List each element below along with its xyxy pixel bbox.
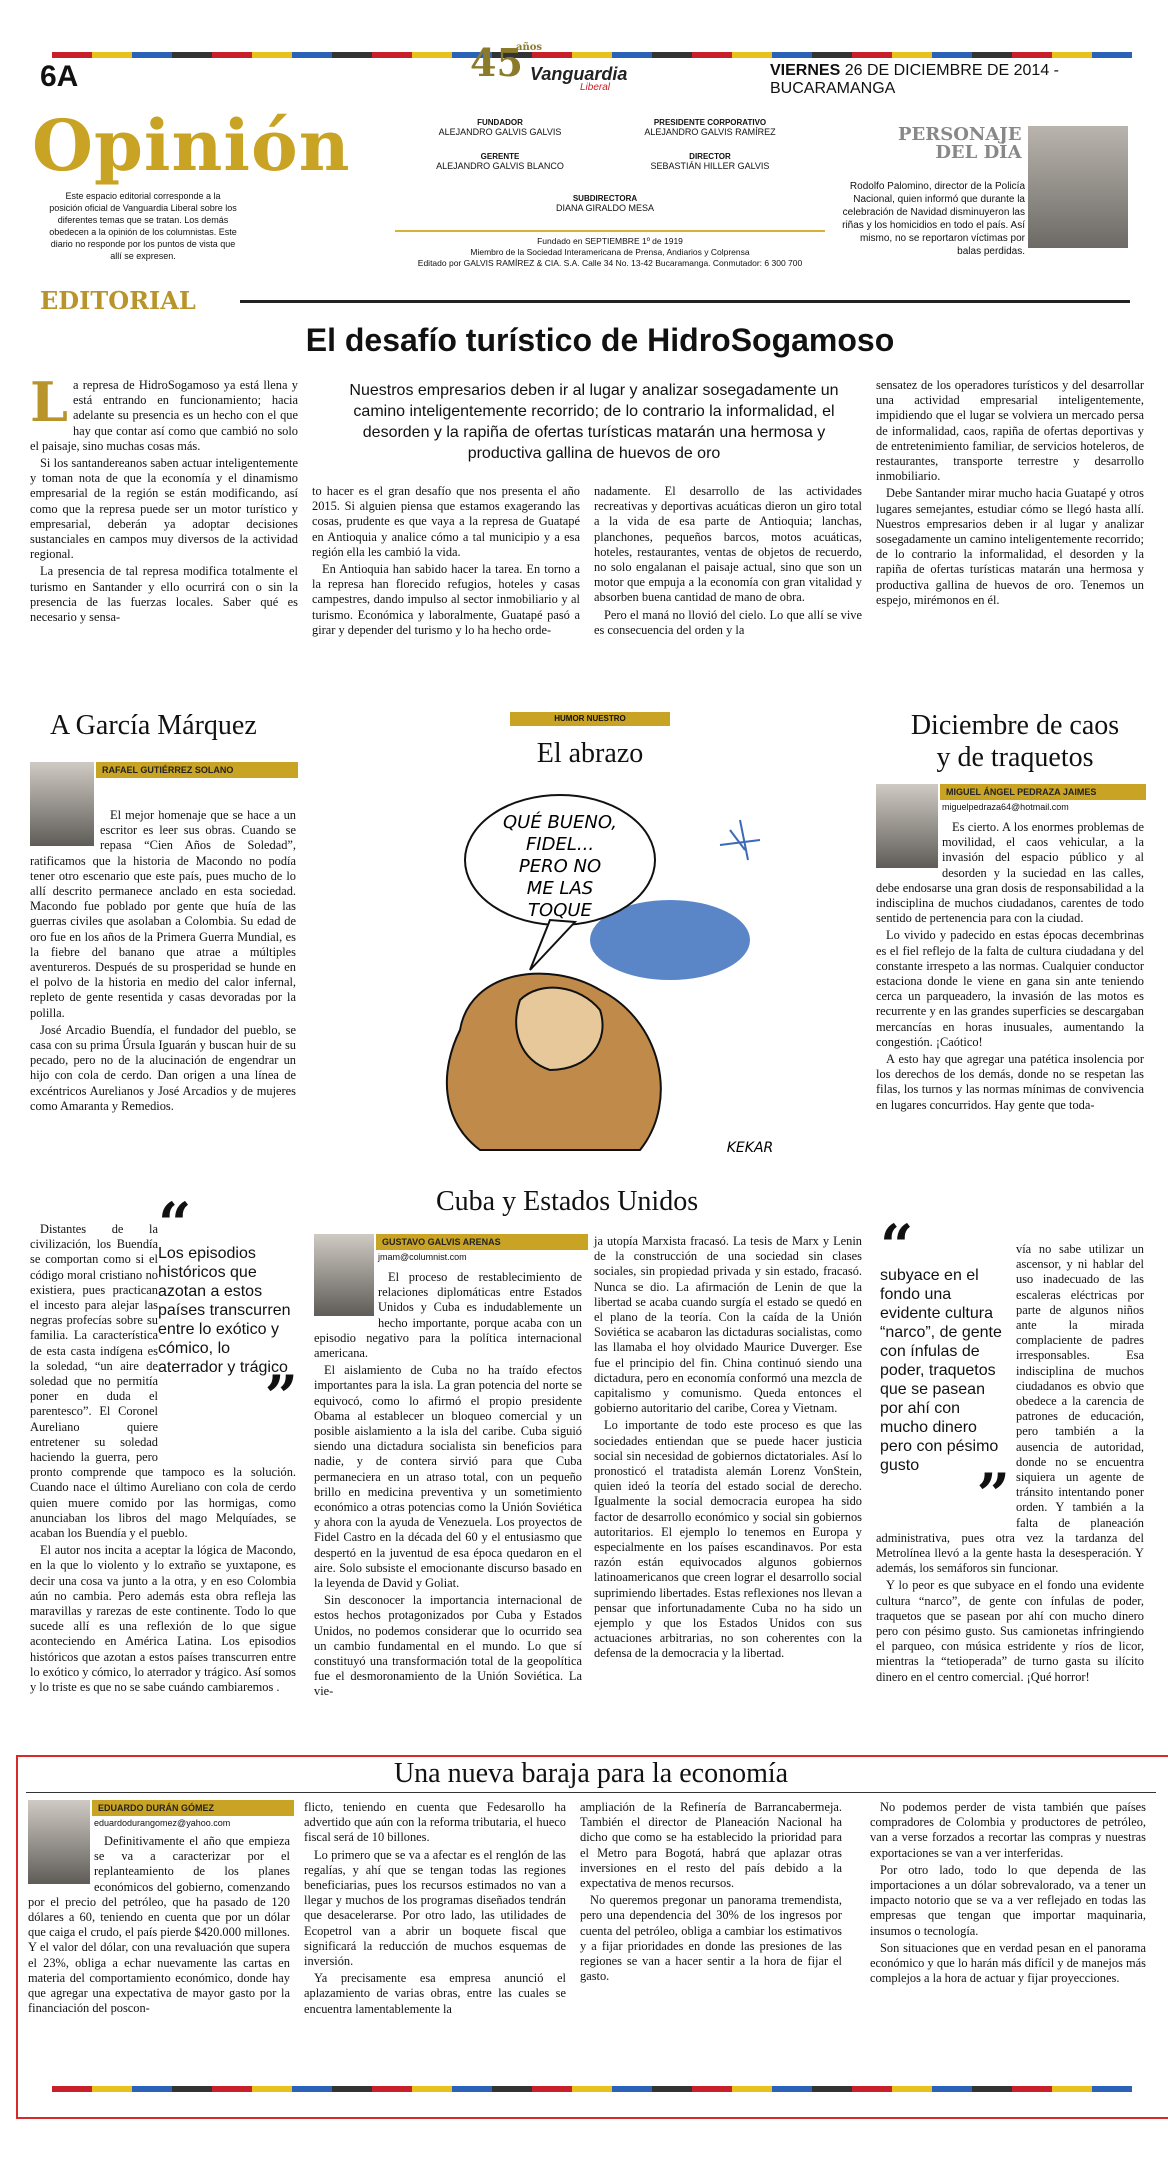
date-day: VIERNES [770, 62, 841, 79]
paragraph: Distantes de la civilización, los Buendía se comportan como si el código moral cristiano no existiera, pues practican el incesto para alejar las negras profecías sobre su familia. La característica de esta casta indígena es la soledad, “un aire de soledad que no permitía poner en duda el parentesco”. El Coronel Aureliano quiere entretener su soledad haciendo la guerra, pero pronto comprende que tampoco es la solución. Cuando nace el último Aureliano con cola de cerdo quien muere comido por las hormigas, como anunciaban los libros del mago Melquíades, se acaban los Buendía y el pueblo. [30, 1222, 296, 1541]
quote-mark-close-icon: ” [264, 1363, 298, 1431]
staff-value: ALEJANDRO GALVIS GALVIS [438, 127, 562, 137]
section-note: Este espacio editorial corresponde a la posición oficial de Vanguardia Liberal sobre los diferentes temas que se tratan. Los demás obedecen a la opinión de los columnistas. Este diario no responde por los puntos de vista que allí se expresen. [49, 191, 237, 261]
founded-line: Editado por GALVIS RAMÍREZ & CIA. S.A. Calle 34 No. 13-42 Bucaramanga. Conmutador: 6 300 700 [417, 258, 803, 268]
personaje-title-1: PERSONAJE [898, 124, 1022, 145]
founded-info [395, 230, 825, 269]
diciembre-col1b [876, 1242, 1144, 1687]
paragraph: Debe Santander mirar mucho hacia Guatapé y otros lugares semejantes, estudiar cómo se llegó hasta allí. Nuestros empresarios deben ir al lugar y analizar sosegadamente un camino inteligentemente recorrido; de lo contrario la informalidad, el desorden y la rapiña de ofertas turísticas matarán una hermosa y productiva gallina de huevos de oro. Tenemos un espejo, mirémonos en él. [876, 486, 1144, 607]
editorial-col1 [30, 370, 298, 627]
founded-line: Miembro de la Sociedad Interamericana de Prensa, Andiarios y Colprensa [470, 247, 750, 257]
paragraph: No podemos perder de vista también que países compradores de Colombia y productores de petróleo, van a verse forzados a recortar las compras y nuestras exportaciones se van a ver interferidas. [870, 1800, 1146, 1860]
logo-sub: Liberal [580, 82, 611, 93]
baraja-col1 [28, 1834, 290, 2018]
staff-label: FUNDADOR [477, 118, 523, 127]
staff-presidente [610, 118, 810, 137]
staff-subdirectora [505, 194, 705, 213]
paragraph: La presencia de tal represa modifica totalmente el turismo en Santander y ello ocurrirá con o sin la presencia de las fuerzas locales. Saber qué es necesario y sensa- [30, 564, 298, 625]
speech-line: PERO NO [518, 856, 602, 877]
quote-text: Los episodios históricos que azotan a estos países transcurren entre lo exótico y cómico, lo aterrador y trágico [158, 1245, 291, 1376]
diciembre-title-1: Diciembre de caos [910, 710, 1120, 741]
cuba-byline: GUSTAVO GALVIS ARENAS [376, 1234, 588, 1250]
staff-label: GERENTE [480, 152, 520, 161]
editorial-col3 [594, 484, 862, 640]
staff-gerente [400, 152, 600, 171]
paragraph: No queremos pregonar un panorama tremendista, pero una dependencia del 30% de los ingresos por cuenta del petróleo, obliga a cambiar los estimativos y a fijar prioridades en donde las presiones de las regiones se van a hacer sentir a la hora de fijar el gasto. [580, 1893, 842, 1984]
paragraph: El proceso de restablecimiento de relaciones diplomáticas entre Estados Unidos y Cuba es indudablemente un hecho importante, porque acaba con un episodio negativo para la política internacional americana. [314, 1270, 582, 1361]
speech-line: QUÉ BUENO, [503, 812, 617, 833]
page-number: 6A [40, 60, 79, 93]
cartoon-illustration [400, 790, 800, 1170]
staff-fundador [400, 118, 600, 137]
paragraph: ampliación de la Refinería de Barrancabermeja. También el director de Planeación Nacional ha dicho que como se ha establecido la prioridad para el Metro para Bogotá, habrá que aplazar otras inversiones en el resto del país debido a la expectativa de menos recursos. [580, 1800, 842, 1891]
editorial-pullquote: Nuestros empresarios deben ir al lugar y analizar sosegadamente un camino inteligentemente recorrido; de lo contrario la informalidad, el desorden y la rapiña de ofertas turísticas matarán una hermosa y productiva gallina de huevos de oro [349, 382, 839, 462]
newspaper-logo [470, 40, 650, 93]
paragraph: Pero el maná no llovió del cielo. Lo que allí se vive es consecuencia del orden y la [594, 607, 862, 637]
garcia-col1a [30, 808, 296, 1116]
cuba-email: jmam@columnist.com [378, 1252, 467, 1262]
speech-tail [530, 920, 575, 970]
cuba-col2 [594, 1234, 862, 1664]
humor-tag: HUMOR NUESTRO [510, 712, 670, 726]
cartoon-title: El abrazo [536, 738, 644, 769]
garcia-col1b [30, 1222, 296, 1697]
personaje-text: Rodolfo Palomino, director de la Policía Nacional, quien informó que durante la celebración de Navidad disminuyeron las riñas y los homicidios en todo el país. Así mismo, no se reportaron víctimas por balas perdidas. [842, 181, 1025, 257]
editorial-col4 [876, 378, 1144, 610]
paragraph: Es cierto. A los enormes problemas de movilidad, el caos vehicular, a la invasión del espacio público y al desorden y la suciedad en las calles, debe endosarse una gran dosis de responsabilidad a la indisciplina de muchos ciudadanos, carentes de todo sentido de pertenencia para con la ciudad. [876, 820, 1144, 926]
date-rest: 26 DE DICIEMBRE DE 2014 - BUCARAMANGA [770, 62, 1059, 97]
paragraph: ja utopía Marxista fracasó. La tesis de Marx y Lenin de la construcción de una sociedad sin clases sociales, sin propiedad privada y sin estado, fracasó. Nunca se dio. La afirmación de Lenin de que la libertad se acaba cuando surgía el estado se quedó en el plano de la teoría. Con la caída de la Unión Soviética se acabaron las dictaduras socialistas, como las llamaba el hoy olvidado Maurice Duverger. Ese fue el principio del fin. China continuó siendo una dictadura, pero en economía conformó una mezcla de capitalismo y comunismo. Queda entonces el gobierno autoritario del caribe, Corea y Vietnam. [594, 1234, 862, 1416]
garcia-title: A García Márquez [50, 710, 257, 741]
staff-value: ALEJANDRO GALVIS RAMÍREZ [644, 127, 776, 137]
paragraph: El mejor homenaje que se hace a un escritor es leer sus obras. Cuando se repasa “Cien Años de Soledad”, ratificamos que la historia de Macondo no podía tener otro escenario que este país, pues mucho de lo allí descrito permanece anclado en esta sociedad. Macondo fue poblado por gente que huía de las guerras civiles que asolaban a Colombia. Su edad de oro fue en los años de la Primera Guerra Mundial, es la fiebre del banano que atrae a múltiples aventureros. Después de su prosperidad se hunde en el polvo de la historia en medio del calor infernal, repleto de gente resentida y casas devoradas por la polilla. [30, 808, 296, 1020]
baraja-title: Una nueva baraja para la economía [393, 1758, 789, 1789]
paragraph: Lo importante de todo este proceso es que las sociedades entiendan que se puede hacer justicia social sin necesidad de gobiernos dictatoriales. Así lo pronosticó el tratadista alemán Lorenz VonStein, quien ideó la teoría del estado social de derecho. Igualmente la social democracia europea ha sido factor de desarrollo económico y social sin gobiernos autoritarios. El ejemplo lo tenemos en Europa y especialmente en los países escandinavos. Por esta razón están equivocados algunos gobiernos latinoamericanos que creen lograr el desarrollo social suprimiendo libertades. Estas reflexiones nos llevan a pensar que infortunadamente Cuba no ha sido un ejemplo y que los Estados Unidos con sus actuaciones arbitrarias, no son coherentes con la defensa de la democracia y la libertad. [594, 1418, 862, 1661]
baraja-col4 [870, 1800, 1146, 1988]
personaje-photo [1028, 126, 1128, 248]
baraja-email: eduardodurangomez@yahoo.com [94, 1818, 231, 1828]
editorial-divider [240, 300, 1130, 303]
paragraph: nadamente. El desarrollo de las actividades recreativas y deportivas acuáticas dieron un giro total a la vida de esa parte de Antioquia; lanchas, planchones, pequeños barcos, motos acuáticas, hoteles, restaurantes, ventas de objetos de recuerdo, no solo engalanan el paisaje actual, sino que son un motor que empuja a la economía con gran vitalidad y absorben buena cantidad de mano de obra. [594, 484, 862, 605]
baraja-byline: EDUARDO DURÁN GÓMEZ [92, 1800, 294, 1816]
paragraph: Ya precisamente esa empresa anunció el aplazamiento de varias obras, entre las cuales se encuentra lamentablemente la [304, 1971, 566, 2016]
paragraph: El aislamiento de Cuba no ha traído efectos importantes para la isla. La gran potencia del norte se equivocó, como lo afirmó el propio presidente Obama al establecer un bloqueo comercial y un posible aislamiento a la isla del caribe. Cuba siguió siendo una dictadura socialista sin beneficios para nadie, y de contera sirvió para que Cuba permaneciera en un atraso total, con un pequeño brillo en medicina preventiva y un sometimiento económico a otras potencias como la Unión Soviética y ahora con la ayuda de Venezuela. Los proyectos de Fidel Castro en la década del 60 y el entusiasmo que despertó en la juventud de esa época quedaron en el aire. Solo subsiste el emocionante discurso basado en la leyenda de David y Goliat. [314, 1363, 582, 1591]
staff-label: DIRECTOR [689, 152, 731, 161]
garcia-byline: RAFAEL GUTIÉRREZ SOLANO [96, 762, 298, 778]
staff-label: PRESIDENTE CORPORATIVO [653, 118, 767, 127]
paragraph: Por otro lado, todo lo que dependa de las importaciones a un dólar sobrevalorado, va a tener un impacto notorio que se va a ver reflejado en todas las empresas que tengan que importar maquinaria, insumos o tecnología. [870, 1862, 1146, 1938]
star-burst [720, 820, 760, 860]
paragraph: vía no sabe utilizar un ascensor, y ni hablar del uso inadecuado de las escaleras eléctricas por parte de algunos niños ante la mirada complaciente de padres irresponsables. Esa indisciplina de muchos ciudadanos es obvio que obedece a la carencia de patrones de educación, pero también a la ausencia de autoridad, donde no se encuentra siquiera un agente de tránsito intentando poner orden. Y también a la falta de planeación administrativa, pues otra vez la tardanza del Metrolínea llevó a la gente hasta la desesperación. Y además, los semáforos sin funcionar. [876, 1242, 1144, 1576]
diciembre-title-2: y de traquetos [936, 742, 1094, 773]
paragraph: flicto, teniendo en cuenta que Fedesarollo ha advertido que aún con la reforma tributaria, el hueco fiscal será de 10 billones. [304, 1800, 566, 1845]
baraja-col3 [580, 1800, 842, 1986]
editorial-label: EDITORIAL [40, 286, 196, 315]
paragraph: Y lo peor es que subyace en el fondo una evidente cultura “narco”, de gente con ínfulas de poder, traquetos que se pasean por ahí con mucho dinero pero con pésimo gusto. Sus camionetas infringiendo el parqueo, con música estridente y ríos de licor, mientras la “tetioperada” de turno gasta su ilícito dinero en el centro comercial. ¡Qué horror! [876, 1578, 1144, 1684]
logo-name: Vanguardia [530, 64, 628, 84]
staff-value: DIANA GIRALDO MESA [555, 203, 655, 213]
staff-value: SEBASTIÁN HILLER GALVIS [650, 161, 770, 171]
quote-text: subyace en el fondo una evidente cultura “narco”, de gente con ínfulas de poder, traquetos que se pasean por ahí con mucho dinero pero con pésimo gusto [880, 1267, 1002, 1474]
paragraph: El autor nos incita a aceptar la lógica de Macondo, en la que lo violento y lo extraño se yuxtapone, es decir una cosa va junto a la otra, y en eso Colombia aún no cambia. Pero además esta obra refleja las maravillas y rarezas de este continente. Todo lo que sucede allí es una reflexión de lo que sigue aconteciendo en América Latina. Los episodios históricos que azotan a estos países transcurren entre lo exótico y cómico, lo aterrador y trágico. Así somos y lo triste es que no se sabe cuándo cambiaremos . [30, 1543, 296, 1695]
diciembre-byline: MIGUEL ÁNGEL PEDRAZA JAIMES [940, 784, 1146, 800]
paragraph: A esto hay que agregar una patética insolencia por los derechos de los demás, donde no se respetan las filas, los turnos y las normas mínimas de convivencia en lugares concurridos. Hay gente que toda- [876, 1052, 1144, 1112]
personaje-title [898, 126, 1022, 162]
staff-value: ALEJANDRO GALVIS BLANCO [436, 161, 564, 171]
cuba-title: Cuba y Estados Unidos [436, 1186, 699, 1217]
cartoon-signature: KEKAR [726, 1140, 774, 1156]
logo-anos: años [516, 42, 543, 53]
diciembre-email: miguelpedraza64@hotmail.com [942, 802, 1069, 812]
quote-mark-close-icon: ” [976, 1461, 1010, 1529]
diciembre-col1a [876, 820, 1144, 1115]
baraja-col2 [304, 1800, 566, 2019]
diciembre-title [890, 710, 1140, 774]
staff-label: SUBDIRECTORA [572, 194, 638, 203]
paragraph: En Antioquia han sabido hacer la tarea. En torno a la represa han florecido refugios, hoteles y casas campestres, dando impulso al sector inmobiliario y al turismo. Económica y laboralmente, Guatapé pasó a girar y depender del turismo y lo ha hecho orde- [312, 562, 580, 637]
editorial-col2 [312, 484, 580, 640]
speech-line: ME LAS [526, 878, 594, 899]
cuba-col1 [314, 1270, 582, 1702]
personaje-title-2: DEL DÍA [935, 142, 1022, 163]
paragraph: José Arcadio Buendía, el fundador del pueblo, se casa con su prima Úrsula Iguarán y buscan huir de su pecado, pero no de la alucinación de engendrar un hijo con cola de cerdo. Dan origen a una línea de excéntricos Aurelianos y José Arcadios y de mujeres como Amaranta y Remedios. [30, 1022, 296, 1113]
paragraph: Son situaciones que en verdad pesan en el panorama económico y que lo harán más difícil y de manejos más complejos a la hora de actuar y fijar proyecciones. [870, 1940, 1146, 1986]
bottom-color-bar [52, 2086, 1132, 2092]
speech-line: FIDEL... [525, 834, 595, 855]
paragraph: Lo primero que se va a afectar es el renglón de las regalías, y ahí que se tengan todas las regiones beneficiarias, pues los recursos estimados no van a llegar y muchos de los programas diseñados tendrán que desacelerarse. Por otro lado, las utilidades de Ecopetrol van a abrir un boquete fiscal que significará la reducción de muchos esquemas de inversión. [304, 1847, 566, 1969]
paragraph: sensatez de los operadores turísticos y del desarrollar una actividad empresarial inteligentemente, impidiendo que el lugar se volviera un mercado persa de informalidad, caos, rapiña de ofertas deportivas y de entretenimiento familiar, de servicios hoteleros, de restaurantes, transporte terrestre y desarrollo inmobiliario. [876, 378, 1144, 484]
baraja-divider [26, 1792, 1156, 1793]
paragraph: a represa de HidroSogamoso ya está llena y está entrando en funcionamiento; hacia adelante su presencia es un hecho con el que hay que contar así como que cambió no solo el paisaje, sino muchas cosas más. [30, 378, 298, 453]
quote-mark-icon: “ [880, 1212, 914, 1280]
paragraph: to hacer es el gran desafío que nos presenta el año 2015. Si alguien piensa que estamos exagerando las cosas, prudente es que vaya a la represa de Guatapé en Antioquia y analice cómo a tal municipio y a esa región ella les cambió la vida. [312, 484, 580, 559]
founded-line: Fundado en SEPTIEMBRE 1º de 1919 [537, 236, 683, 246]
dateline [770, 62, 1168, 98]
quote-mark-icon: “ [158, 1190, 192, 1258]
section-title: Opinión [32, 104, 351, 187]
speech-line: TOQUE [528, 900, 592, 921]
paragraph: Definitivamente el año que empieza se va a caracterizar por el replanteamiento de los planes económicos del gobierno, comenzando por el precio del petróleo, que ha pasado de 120 dólares a 60, teniendo en cuenta que por un dólar que caiga el crudo, el país pierde $420.000 millones. Y el valor del dólar, con una revaluación que supera el 23%, obliga a echar nuevamente las cartas en materia del comportamiento económico, donde hay que agregar una expectativa de mayor gasto por la financiación del poscon- [28, 1834, 290, 2016]
paragraph: Si los santandereanos saben actuar inteligentemente y toman nota de que la economía y el dinamismo empresarial de la región se están modificando, así como que la represa puede ser un motor turístico y empresarial, deberán ya adoptar decisiones sustanciales en campos muy diversos de la actividad regional. [30, 456, 298, 562]
editorial-headline: El desafío turístico de HidroSogamoso [305, 322, 895, 358]
dropcap: L [30, 370, 68, 434]
logo-number: 45 [470, 40, 523, 85]
paragraph: Sin desconocer la importancia internacional de estos hechos protagonizados por Cuba y Estados Unidos, no podemos considerar que lo ocurrido sea un cambio fundamental en el mundo. Lo que sí constituyó una transformación total de la geopolítica fue el desmoronamiento de la Unión Soviética. La vie- [314, 1593, 582, 1699]
staff-director [610, 152, 810, 171]
paragraph: Lo vivido y padecido en estas épocas decembrinas es el fiel reflejo de la falta de cultura ciudadana y del constante irrespeto a las normas. Cualquier conductor estaciona donde le viene en gana sin ante teniendo cerca un parqueadero, la invasión de las motos es recurrente y en las grandes superficies se descargaban mercancías en horas inusuales, aumentando la congestión. ¡Caótico! [876, 928, 1144, 1049]
